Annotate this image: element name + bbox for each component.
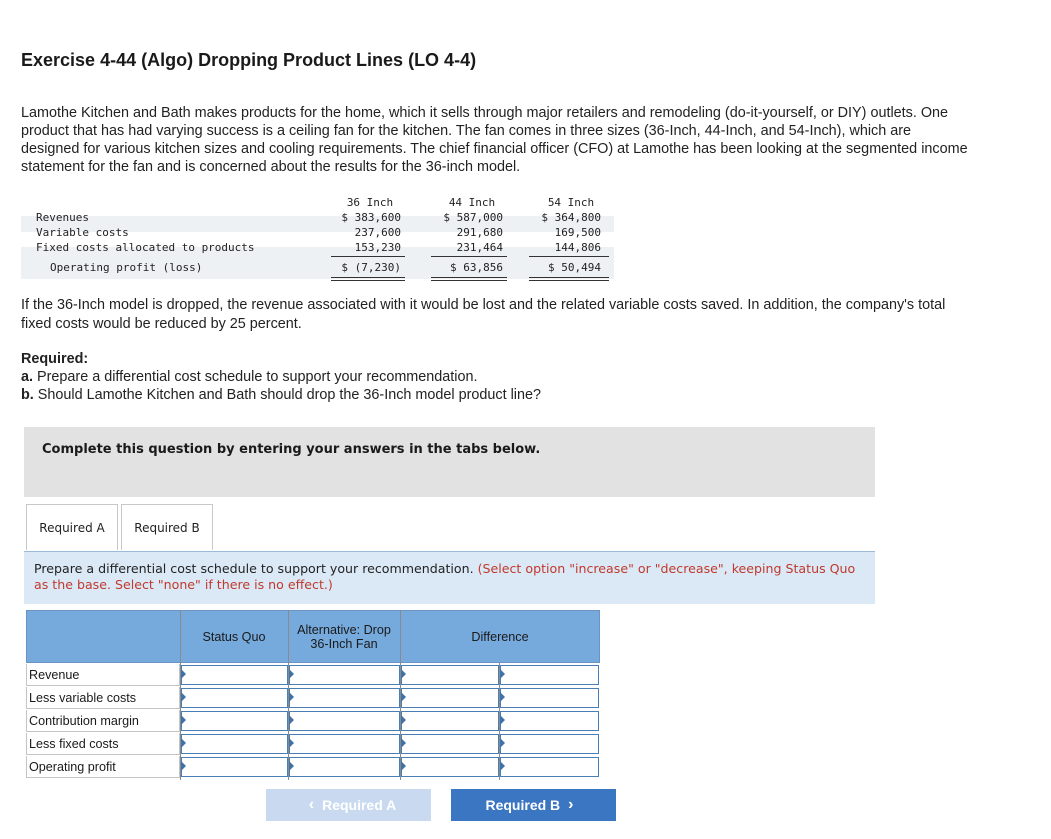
stmt-value: $ 364,800 [541, 211, 601, 224]
stmt-value: 169,500 [554, 226, 601, 239]
required-a-label: a. [21, 369, 34, 385]
status-quo-input[interactable] [181, 665, 288, 685]
table-row [26, 733, 600, 756]
total-double-rule [431, 277, 507, 278]
stmt-value: $ 587,000 [443, 211, 503, 224]
stmt-row-label: Fixed costs allocated to products [36, 241, 255, 254]
tab-instructions [24, 552, 875, 604]
status-quo-input[interactable] [181, 711, 288, 731]
difference-input[interactable] [401, 711, 499, 731]
stmt-col-header: 44 Inch [448, 196, 496, 209]
status-quo-input[interactable] [181, 757, 288, 777]
tab-required-a[interactable]: Required A [26, 504, 118, 550]
subtotal-rule [331, 256, 405, 257]
scenario-text: If the 36-Inch model is dropped, the revenue associated with it would be lost and the related variable costs saved. In addition, the company's total fixed costs would be reduced by 25 percent. [21, 297, 946, 332]
stmt-value: $ (7,230) [341, 261, 401, 274]
stmt-total-row [21, 261, 614, 277]
difference-input[interactable] [401, 757, 499, 777]
total-double-rule [331, 277, 405, 278]
difference-select[interactable] [500, 665, 599, 685]
instructions-banner-text: Complete this question by entering your answers in the tabs below. [42, 442, 541, 457]
required-b-label: b. [21, 387, 34, 403]
stmt-value: 153,230 [354, 241, 401, 254]
difference-select[interactable] [500, 688, 599, 708]
row-label: Less variable costs [26, 687, 180, 709]
table-row [26, 756, 600, 779]
stmt-col-header: 36 Inch [346, 196, 394, 209]
difference-input[interactable] [401, 665, 499, 685]
col-alternative: Alternative: Drop 36-Inch Fan [297, 622, 391, 651]
total-double-rule [529, 277, 609, 278]
stmt-row [21, 241, 614, 257]
alternative-input[interactable] [289, 757, 400, 777]
differential-schedule [26, 610, 600, 780]
col-difference: Difference [471, 629, 529, 644]
chevron-left-icon: ‹ [308, 796, 315, 813]
stmt-row [21, 211, 614, 227]
stmt-value: 291,680 [456, 226, 503, 239]
status-quo-input[interactable] [181, 734, 288, 754]
page-title: Exercise 4-44 (Algo) Dropping Product Lines (LO 4-4) [21, 50, 477, 70]
stmt-row [21, 226, 614, 242]
difference-select[interactable] [500, 734, 599, 754]
difference-input[interactable] [401, 688, 499, 708]
status-quo-input[interactable] [181, 688, 288, 708]
row-label: Contribution margin [26, 710, 180, 732]
instruction-main: Prepare a differential cost schedule to support your recommendation. [34, 561, 474, 576]
difference-select[interactable] [500, 757, 599, 777]
next-tab-label: Required B [485, 797, 561, 813]
alternative-input[interactable] [289, 711, 400, 731]
segmented-income-statement [21, 194, 621, 284]
row-label: Revenue [26, 664, 180, 686]
stmt-row-label: Variable costs [36, 226, 129, 239]
alternative-input[interactable] [289, 734, 400, 754]
required-heading: Required: [21, 351, 89, 367]
problem-intro: Lamothe Kitchen and Bath makes products for the home, which it sells through major retailers and remodeling (do-it-yourself, or DIY) outlets. One product that has had varying success is a ceiling fan for the kitchen. The fan comes in three sizes (36-Inch, 44-Inch, and 54-Inch), which are designed for various kitchen sizes and cooling requirements. The chief financial officer (CFO) at Lamothe has been looking at the segmented income statement for the fan and is concerned about the results for the 36-inch model. [21, 105, 968, 175]
next-tab-button[interactable] [451, 789, 616, 821]
required-a [21, 368, 971, 386]
required-b-text: Should Lamothe Kitchen and Bath should drop the 36-Inch model product line? [37, 387, 542, 403]
stmt-value: $ 63,856 [450, 261, 503, 274]
alternative-input[interactable] [289, 665, 400, 685]
stmt-col-header: 54 Inch [547, 196, 595, 209]
total-double-rule [431, 280, 507, 281]
stmt-value: 144,806 [554, 241, 601, 254]
subtotal-rule [431, 256, 507, 257]
stmt-header-row [21, 196, 614, 212]
row-label: Operating profit [26, 756, 180, 778]
instruction-note: (Select option "increase" or "decrease", keeping Status Quo as the base. Select "none" if there is no effect.) [34, 561, 856, 592]
stmt-row-label: Revenues [36, 211, 89, 224]
table-row [26, 710, 600, 733]
stmt-value: $ 383,600 [341, 211, 401, 224]
table-row [26, 664, 600, 687]
stmt-value: 237,600 [354, 226, 401, 239]
total-double-rule [331, 280, 405, 281]
subtotal-rule [529, 256, 609, 257]
prev-tab-button[interactable] [266, 789, 431, 821]
tab-required-b[interactable]: Required B [121, 504, 213, 550]
prev-tab-label: Required A [322, 797, 397, 813]
total-double-rule [529, 280, 609, 281]
row-label: Less fixed costs [26, 733, 180, 755]
col-status-quo: Status Quo [202, 629, 266, 644]
table-row [26, 687, 600, 710]
required-a-text: Prepare a differential cost schedule to support your recommendation. [37, 369, 478, 385]
chevron-right-icon: › [568, 796, 574, 813]
required-b [21, 386, 971, 404]
alternative-input[interactable] [289, 688, 400, 708]
required-section [21, 350, 971, 404]
stmt-row-label: Operating profit (loss) [50, 261, 203, 274]
difference-input[interactable] [401, 734, 499, 754]
stmt-value: 231,464 [456, 241, 503, 254]
stmt-value: $ 50,494 [548, 261, 601, 274]
instructions-banner [24, 427, 875, 497]
difference-select[interactable] [500, 711, 599, 731]
